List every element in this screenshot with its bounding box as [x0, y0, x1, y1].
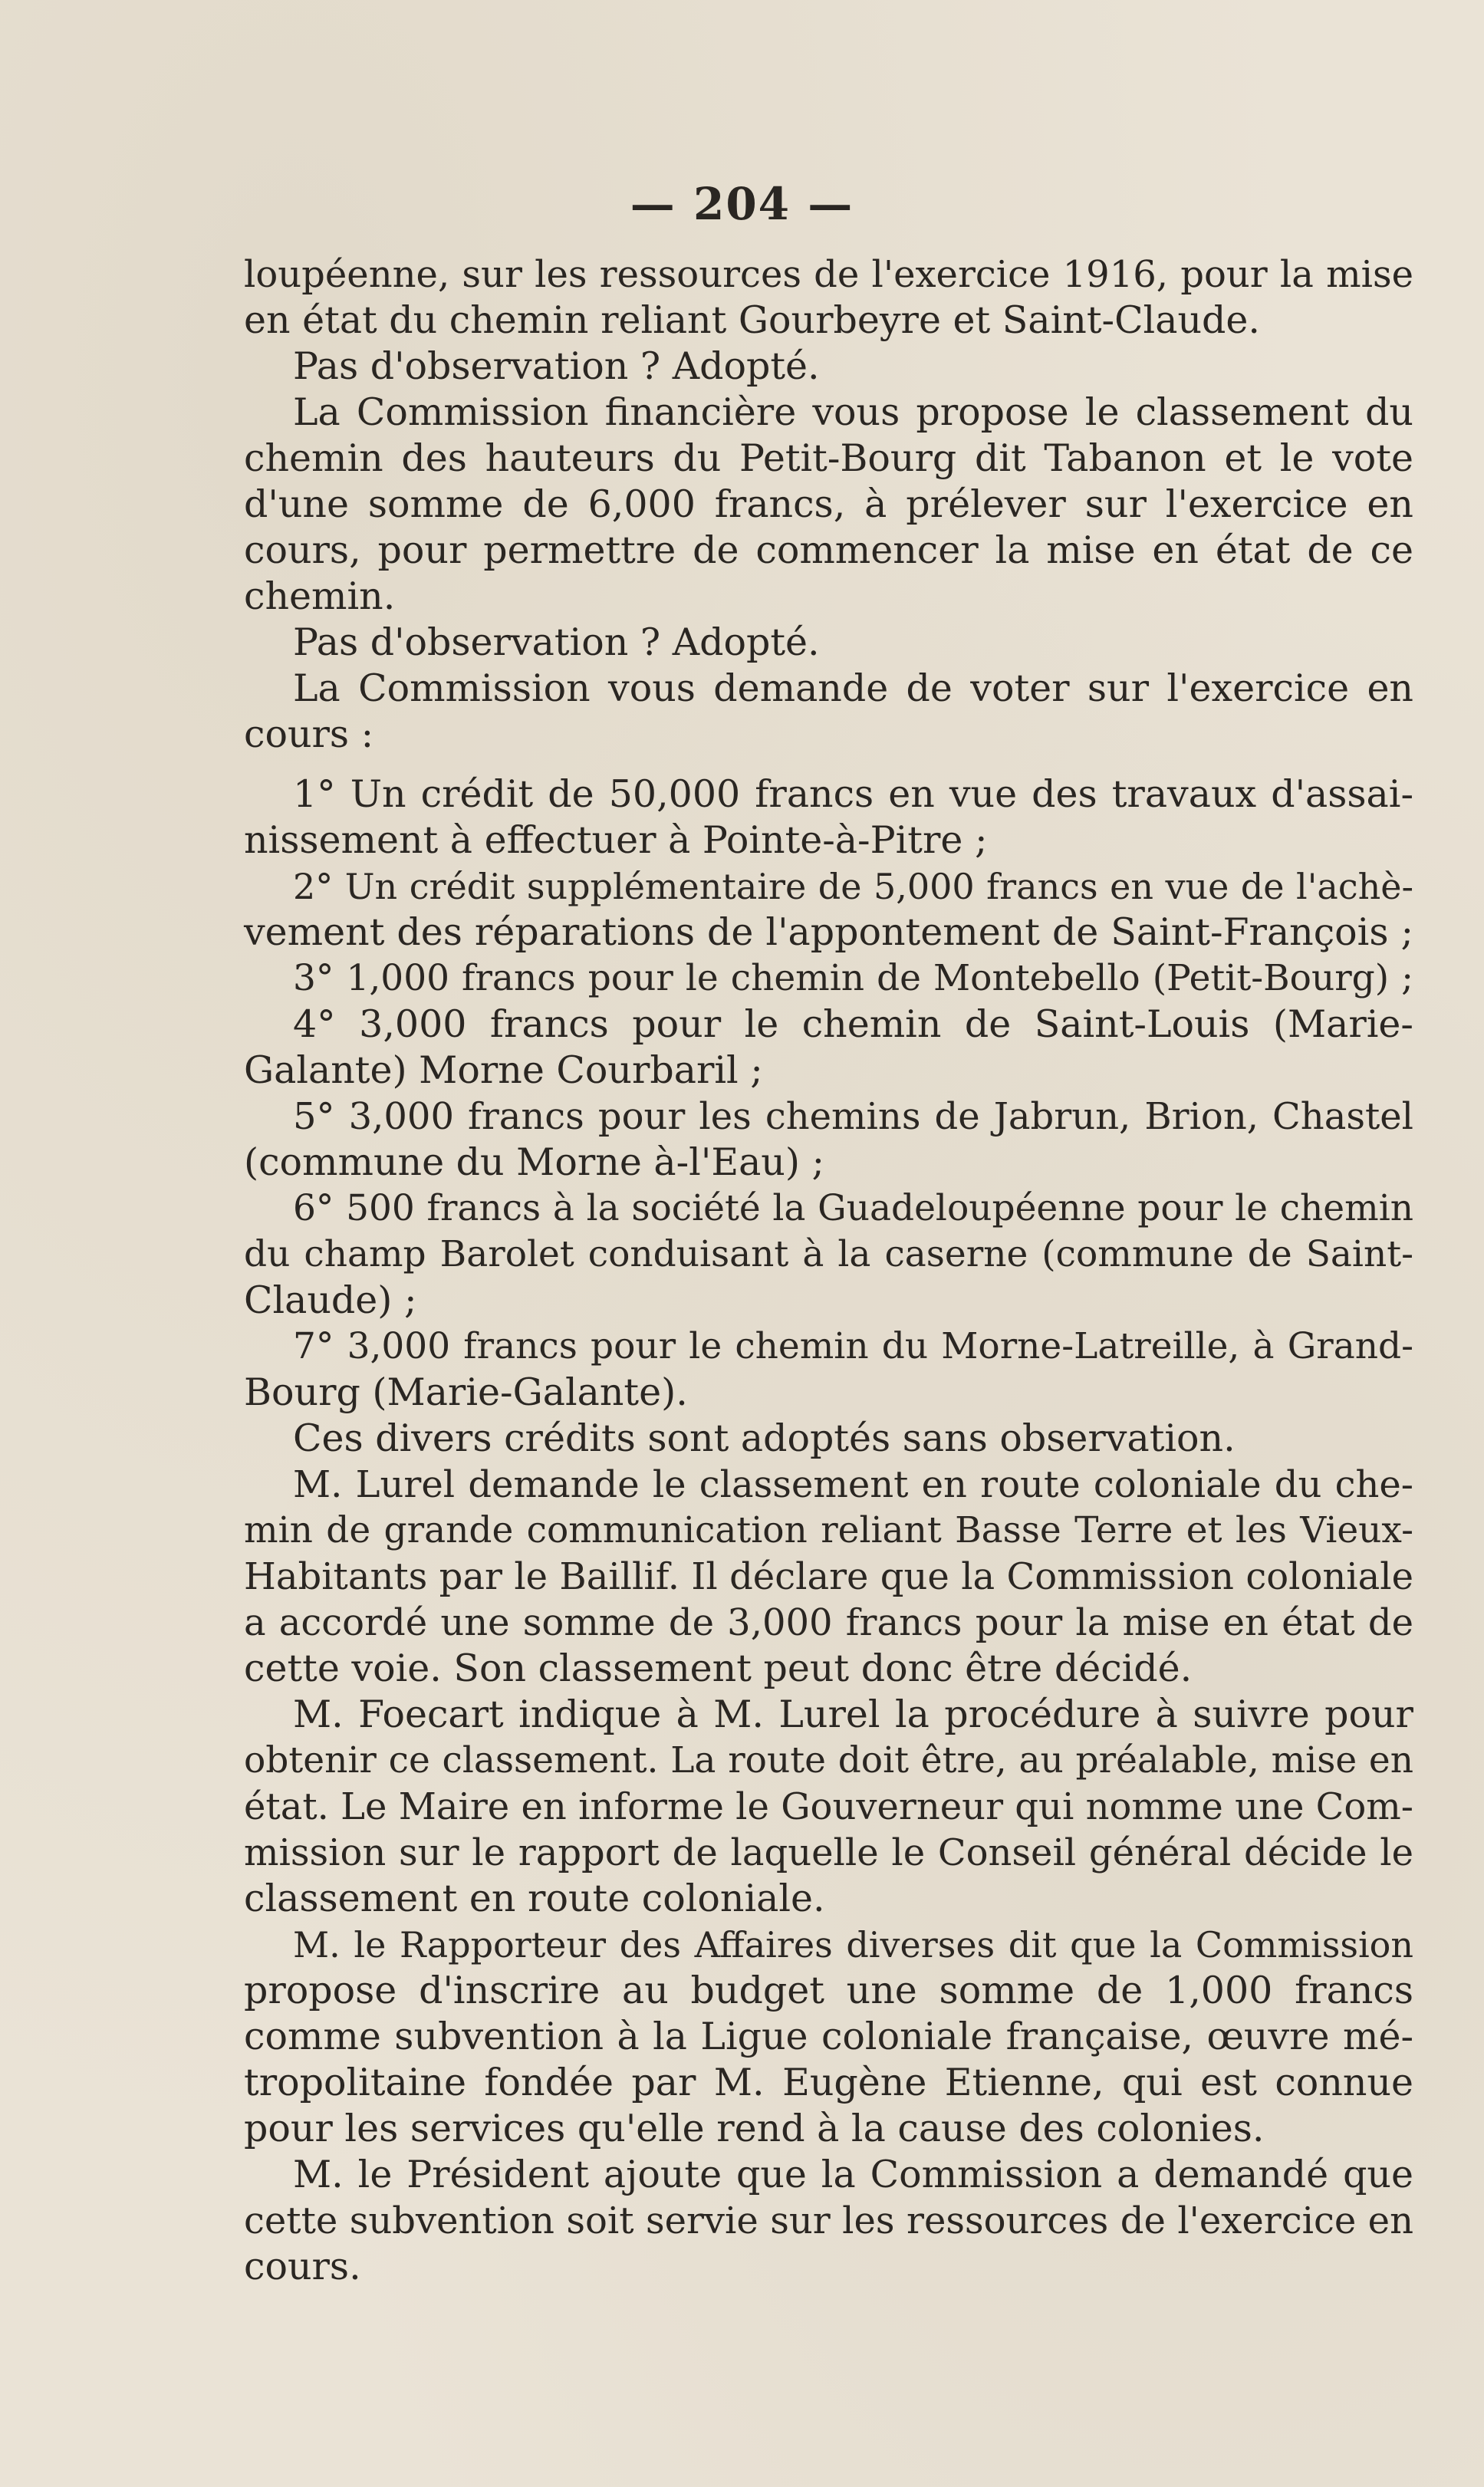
paragraph	[244, 758, 1413, 864]
paragraph	[244, 864, 1413, 956]
text-line: état. Le Maire en informe le Gouverneur qui nomme une Com-	[244, 1785, 1413, 1828]
text-line: pour les services qu'elle rend à la cause des colonies.	[244, 2107, 1265, 2150]
text-line: a accordé une somme de 3,000 francs pour la mise en état de	[244, 1601, 1413, 1644]
text-line: cette subvention soit servie sur les ressources de l'exercice en	[244, 2199, 1413, 2242]
paragraph-gap	[244, 758, 1413, 771]
text-line: cours, pour permettre de commencer la mise en état de ce	[244, 528, 1413, 572]
paragraph	[244, 2152, 1413, 2290]
text-line: obtenir ce classement. La route doit être, au préalable, mise en	[244, 1739, 1413, 1781]
paragraph	[244, 666, 1413, 758]
text-line: tropolitaine fondée par M. Eugène Etienne, qui est connue	[244, 2061, 1413, 2104]
text-line: Pas d'observation ? Adopté.	[293, 620, 820, 664]
paragraph	[244, 1692, 1413, 1922]
text-line: du champ Barolet conduisant à la caserne (commune de Saint-	[244, 1233, 1413, 1275]
page-number: — 204 —	[630, 178, 854, 230]
text-line: cette voie. Son classement peut donc être décidé.	[244, 1646, 1193, 1690]
text-line: classement en route coloniale.	[244, 1877, 825, 1920]
text-line: Claude) ;	[244, 1278, 417, 1322]
text-line: cours.	[244, 2245, 361, 2288]
paragraph	[244, 956, 1413, 1002]
text-line: M. le Rapporteur des Affaires diverses dit que la Commission	[293, 1924, 1413, 1966]
text-line: mission sur le rapport de laquelle le Conseil général décide le	[244, 1831, 1413, 1874]
text-line: La Commission vous demande de voter sur l'exercice en	[293, 666, 1413, 710]
text-line: nissement à effectuer à Pointe-à-Pitre ;	[244, 818, 988, 862]
text-line: M. Lurel demande le classement en route coloniale du che-	[293, 1463, 1413, 1506]
text-line: M. le Président ajoute que la Commission a demandé que	[293, 2153, 1413, 2196]
paragraph	[244, 390, 1413, 620]
body-text	[244, 252, 1413, 2290]
text-line: 2° Un crédit supplémentaire de 5,000 francs en vue de l'achè-	[293, 866, 1413, 907]
text-line: 1° Un crédit de 50,000 francs en vue des travaux d'assai-	[293, 772, 1413, 816]
text-line: Galante) Morne Courbaril ;	[244, 1048, 763, 1092]
text-line: Habitants par le Baillif. Il déclare que la Commission coloniale	[244, 1555, 1413, 1598]
paragraph	[244, 1922, 1413, 2152]
text-line: d'une somme de 6,000 francs, à prélever sur l'exercice en	[244, 482, 1413, 526]
paragraph	[244, 252, 1413, 344]
text-line: min de grande communication reliant Basse Terre et les Vieux-	[244, 1509, 1413, 1551]
text-line: loupéenne, sur les ressources de l'exercice 1916, pour la mise	[244, 253, 1413, 296]
text-line: 6° 500 francs à la société la Guadeloupéenne pour le chemin	[293, 1187, 1413, 1229]
paragraph	[244, 1416, 1413, 1462]
text-line: en état du chemin reliant Gourbeyre et Saint-Claude.	[244, 298, 1260, 342]
paragraph	[244, 1094, 1413, 1186]
text-line: 7° 3,000 francs pour le chemin du Morne-Latreille, à Grand-	[293, 1325, 1413, 1367]
paragraph	[244, 1324, 1413, 1416]
paragraph	[244, 1462, 1413, 1692]
text-line: M. Foecart indique à M. Lurel la procédure à suivre pour	[293, 1693, 1413, 1736]
text-line: vement des réparations de l'appontement de Saint-François ;	[244, 910, 1413, 954]
paragraph	[244, 344, 1413, 390]
text-line: Pas d'observation ? Adopté.	[293, 344, 820, 388]
text-line: 3° 1,000 francs pour le chemin de Montebello (Petit-Bourg) ;	[293, 957, 1413, 999]
text-line: (commune du Morne à-l'Eau) ;	[244, 1140, 825, 1184]
paragraph	[244, 1186, 1413, 1324]
paragraph	[244, 1002, 1413, 1094]
text-line: comme subvention à la Ligue coloniale française, œuvre mé-	[244, 2015, 1413, 2058]
text-line: chemin des hauteurs du Petit-Bourg dit Tabanon et le vote	[244, 436, 1413, 480]
text-line: Ces divers crédits sont adoptés sans observation.	[293, 1416, 1236, 1460]
text-line: La Commission financière vous propose le classement du	[293, 390, 1413, 434]
text-line: chemin.	[244, 574, 396, 618]
text-line: cours :	[244, 712, 374, 756]
paragraph	[244, 620, 1413, 666]
text-line: 5° 3,000 francs pour les chemins de Jabrun, Brion, Chastel	[293, 1095, 1413, 1138]
text-line: 4° 3,000 francs pour le chemin de Saint-Louis (Marie-	[293, 1002, 1413, 1046]
text-line: Bourg (Marie-Galante).	[244, 1370, 688, 1414]
text-line: propose d'inscrire au budget une somme de 1,000 francs	[244, 1969, 1413, 2012]
